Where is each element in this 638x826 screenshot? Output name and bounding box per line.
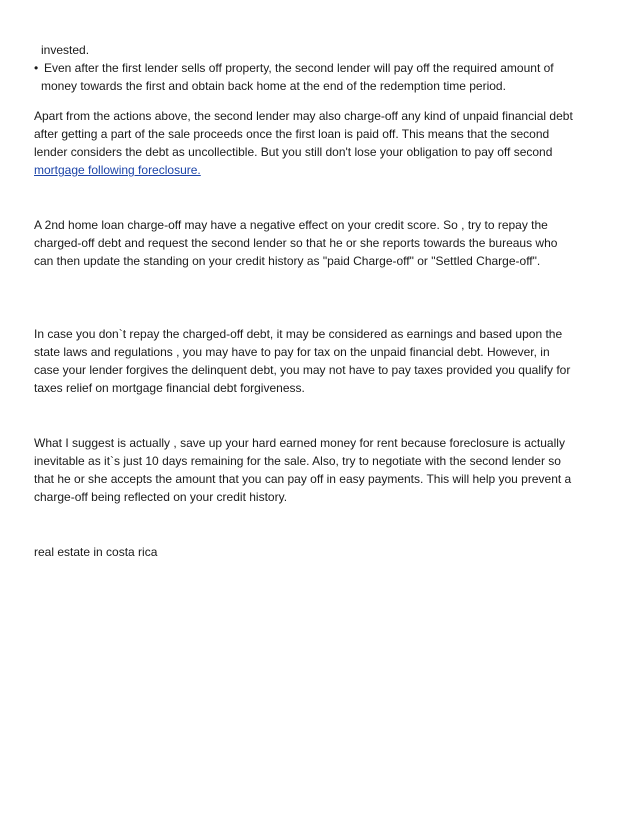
paragraph-line: What I suggest is actually , save up your hard earned money for rent because foreclosure is actually: [34, 436, 565, 450]
paragraph-line: In case you don`t repay the charged-off debt, it may be considered as earnings and based upon the: [34, 327, 563, 341]
paragraph-line: case your lender forgives the delinquent debt, you may not have to pay taxes provided you qualify for: [34, 363, 571, 377]
footer-text: real estate in costa rica: [34, 545, 158, 559]
bullet-line-1: Even after the first lender sells off property, the second lender will pay off the required amount of: [44, 61, 554, 75]
paragraph-line: A 2nd home loan charge-off may have a negative effect on your credit score. So , try to repay the: [34, 218, 548, 232]
paragraph-2: [34, 216, 606, 270]
paragraph-line: charge-off being reflected on your credit history.: [34, 490, 288, 504]
paragraph-line: inevitable as it`s just 10 days remaining for the sale. Also, try to negotiate with the second lender so: [34, 454, 561, 468]
paragraph-1: [34, 107, 606, 179]
document-page: [34, 41, 606, 561]
paragraph-line: Apart from the actions above, the second lender may also charge-off any kind of unpaid financial debt: [34, 109, 573, 123]
continuation-line: invested.: [41, 43, 90, 57]
paragraph-line: that he or she accepts the amount that you can pay off in easy payments. This will help you prevent a: [34, 472, 572, 486]
paragraph-line: after getting a part of the sale proceeds once the first loan is paid off. This means that the second: [34, 127, 550, 141]
paragraph-line: charged-off debt and request the second lender so that he or she reports towards the bureaus who: [34, 236, 558, 250]
paragraph-line: lender considers the debt as uncollectible. But you still don't lose your obligation to pay off second: [34, 145, 553, 159]
bullet-item: [34, 59, 606, 95]
bullet-line-2: money towards the first and obtain back home at the end of the redemption time period.: [41, 79, 506, 93]
paragraph-line: taxes relief on mortgage financial debt forgiveness.: [34, 381, 305, 395]
foreclosure-link[interactable]: mortgage following foreclosure.: [34, 163, 201, 177]
paragraph-4: [34, 434, 606, 506]
paragraph-3: [34, 325, 606, 397]
bullet-marker: •: [34, 61, 39, 75]
paragraph-line: state laws and regulations , you may have to pay for tax on the unpaid financial debt. However, in: [34, 345, 550, 359]
paragraph-line: can then update the standing on your credit history as "paid Charge-off" or "Settled Charge-off".: [34, 254, 541, 268]
